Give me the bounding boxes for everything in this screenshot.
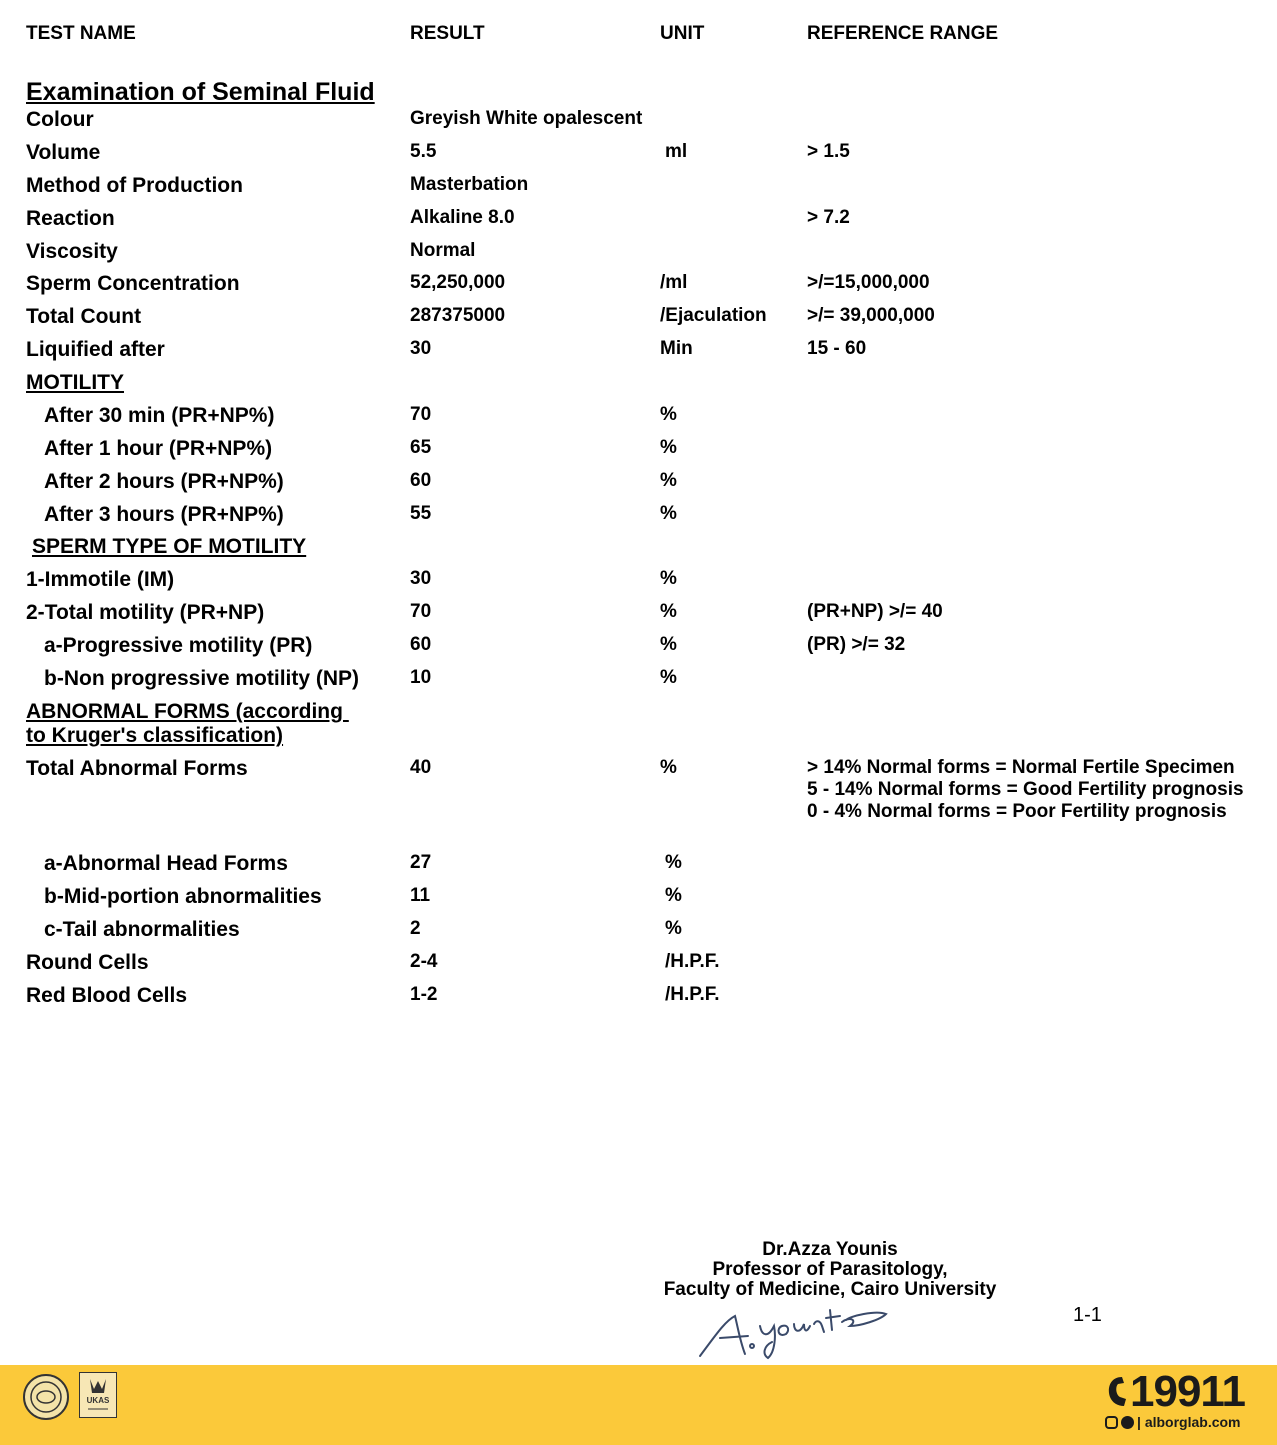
motility-row-result: 60	[410, 470, 432, 491]
cells-row-unit: /H.P.F.	[665, 951, 720, 972]
header-reference-range: REFERENCE RANGE	[807, 23, 999, 44]
row-result: Normal	[410, 240, 476, 261]
row-name: Reaction	[26, 207, 115, 230]
row-result: 287375000	[410, 305, 506, 326]
row-unit: /ml	[660, 272, 688, 293]
sperm-type-row-result: 60	[410, 634, 432, 655]
sperm-type-row-result: 70	[410, 601, 432, 622]
website-text: alborglab.com	[1144, 1414, 1241, 1430]
abnormal-row-result: 2	[410, 918, 421, 939]
ukas-badge-icon	[79, 1372, 117, 1418]
row-result: Alkaline 8.0	[410, 207, 515, 228]
row-ref: >/=15,000,000	[807, 272, 930, 293]
cells-row-name: Round Cells	[26, 951, 149, 974]
header-test-name: TEST NAME	[26, 23, 136, 44]
motility-row-unit: %	[660, 470, 677, 491]
reference-line: 5 - 14% Normal forms = Good Fertility prognosis	[807, 779, 1244, 800]
abnormal-row-name: a-Abnormal Head Forms	[44, 852, 288, 875]
sperm-type-row-result: 10	[410, 667, 432, 688]
motility-title: MOTILITY	[26, 371, 124, 394]
hotline-number: 19911	[1130, 1367, 1245, 1416]
abnormal-total-unit: %	[660, 757, 677, 778]
accreditation-seal-icon	[17, 1372, 75, 1422]
row-ref: > 1.5	[807, 141, 850, 162]
row-name: Total Count	[26, 305, 142, 328]
row-name: Colour	[26, 108, 94, 131]
page-number: 1-1	[1073, 1304, 1102, 1326]
phone-icon	[1104, 1373, 1132, 1414]
ukas-label: UKAS	[86, 1396, 110, 1405]
row-result: 52,250,000	[410, 272, 506, 293]
row-result: 5.5	[410, 141, 437, 162]
abnormal-row-unit: %	[665, 885, 682, 906]
row-name: Volume	[26, 141, 101, 164]
doctor-name: Dr.Azza Younis	[762, 1239, 898, 1260]
row-name: Sperm Concentration	[26, 272, 240, 295]
motility-row-name: After 3 hours (PR+NP%)	[44, 503, 284, 526]
handwritten-signature	[690, 1296, 900, 1362]
motility-row-name: After 1 hour (PR+NP%)	[44, 437, 273, 460]
header-result: RESULT	[410, 23, 485, 44]
sperm-type-title: SPERM TYPE OF MOTILITY	[32, 535, 307, 558]
motility-row-result: 70	[410, 404, 432, 425]
signature-block	[650, 1240, 1010, 1300]
sperm-type-row-unit: %	[660, 634, 677, 655]
doctor-faculty: Faculty of Medicine, Cairo University	[663, 1279, 997, 1300]
row-unit: /Ejaculation	[660, 305, 767, 326]
row-name: Viscosity	[26, 240, 118, 263]
motility-row-unit: %	[660, 404, 677, 425]
motility-row-result: 65	[410, 437, 432, 458]
motility-row-unit: %	[660, 503, 677, 524]
row-unit: ml	[665, 141, 688, 162]
website-divider: |	[1137, 1414, 1145, 1430]
sperm-type-row-name: 1-Immotile (IM)	[26, 568, 175, 591]
abnormal-row-name: c-Tail abnormalities	[44, 918, 240, 941]
abnormal-total-result: 40	[410, 757, 432, 778]
sperm-type-row-name: b-Non progressive motility (NP)	[44, 667, 360, 690]
abnormal-row-unit: %	[665, 918, 682, 939]
facebook-icon	[1121, 1416, 1134, 1429]
row-ref: 15 - 60	[807, 338, 867, 359]
abnormal-row-unit: %	[665, 852, 682, 873]
abnormal-reference-note	[807, 757, 1267, 823]
abnormal-total-name: Total Abnormal Forms	[26, 757, 248, 780]
website-link[interactable]	[1137, 1414, 1241, 1430]
row-name: Method of Production	[26, 174, 243, 197]
abnormal-title-line1: ABNORMAL FORMS (according	[26, 700, 349, 723]
sperm-type-row-result: 30	[410, 568, 432, 589]
motility-row-result: 55	[410, 503, 432, 524]
row-result: 30	[410, 338, 432, 359]
sperm-type-row-unit: %	[660, 601, 677, 622]
sperm-type-row-name: 2-Total motility (PR+NP)	[26, 601, 265, 624]
motility-row-unit: %	[660, 437, 677, 458]
sperm-type-row-unit: %	[660, 568, 677, 589]
sperm-type-row-ref: (PR) >/= 32	[807, 634, 906, 655]
row-unit: Min	[660, 338, 693, 359]
motility-row-name: After 2 hours (PR+NP%)	[44, 470, 284, 493]
row-result: Masterbation	[410, 174, 529, 195]
doctor-title: Professor of Parasitology,	[712, 1259, 948, 1280]
sperm-type-row-unit: %	[660, 667, 677, 688]
abnormal-title-line2: to Kruger's classification)	[26, 724, 284, 747]
reference-line: 0 - 4% Normal forms = Poor Fertility prognosis	[807, 801, 1227, 822]
cells-row-result: 2-4	[410, 951, 438, 972]
row-name: Liquified after	[26, 338, 165, 361]
row-result: Greyish White opalescent	[410, 108, 643, 129]
row-ref: >/= 39,000,000	[807, 305, 935, 326]
cells-row-unit: /H.P.F.	[665, 984, 720, 1005]
reference-line: > 14% Normal forms = Normal Fertile Specimen	[807, 757, 1235, 778]
cells-row-name: Red Blood Cells	[26, 984, 188, 1007]
cells-row-result: 1-2	[410, 984, 438, 1005]
row-ref: > 7.2	[807, 207, 850, 228]
abnormal-row-result: 11	[410, 885, 431, 906]
motility-row-name: After 30 min (PR+NP%)	[44, 404, 275, 427]
header-unit: UNIT	[660, 23, 705, 44]
sperm-type-row-name: a-Progressive motility (PR)	[44, 634, 313, 657]
section-title: Examination of Seminal Fluid	[26, 78, 375, 106]
abnormal-row-name: b-Mid-portion abnormalities	[44, 885, 322, 908]
sperm-type-row-ref: (PR+NP) >/= 40	[807, 601, 943, 622]
instagram-icon	[1105, 1416, 1118, 1429]
abnormal-row-result: 27	[410, 852, 432, 873]
footer-bar	[0, 1365, 1277, 1445]
